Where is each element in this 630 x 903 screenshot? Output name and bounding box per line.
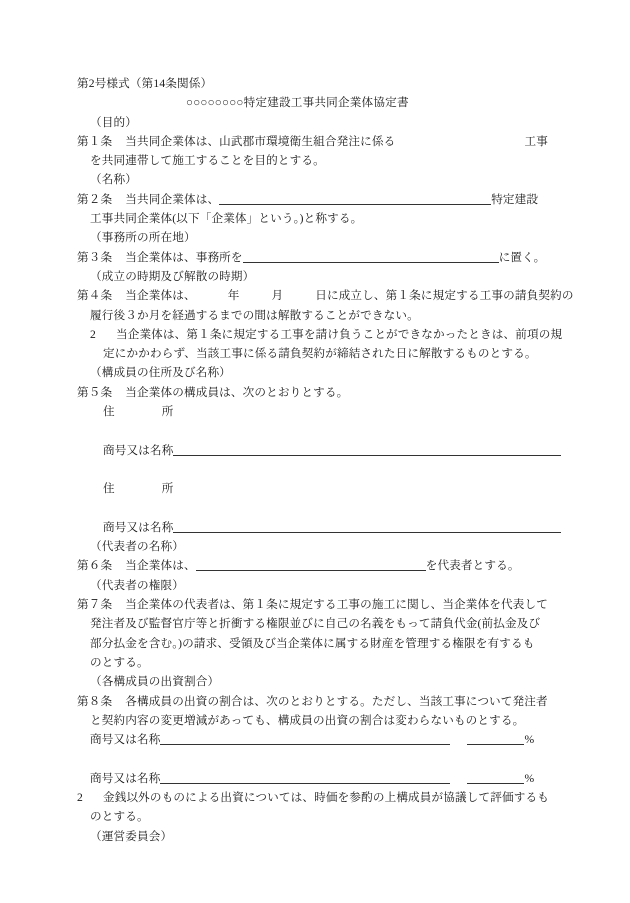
member-1-name-label: 商号又は名称 [103, 443, 174, 457]
article-4-month-label: 月 [271, 289, 284, 303]
article-5-number: 第５条 [77, 385, 113, 399]
form-header: 第2号様式（第14条関係） [77, 77, 213, 90]
article-4-clause-number: 2 [90, 327, 96, 341]
article-3-body-before: 当企業体は、事務所を [125, 250, 243, 264]
article-2-body-after: 特定建設 [491, 192, 539, 206]
article-5-body: 当企業体の構成員は、次のとおりとする。 [125, 385, 349, 399]
share-1-percent-blank[interactable] [467, 732, 524, 745]
heading-formation-dissolution: （成立の時期及び解散の時期） [90, 269, 255, 283]
share-2-row [90, 769, 548, 788]
article-3-number: 第３条 [77, 250, 113, 264]
article-5-line-1 [77, 383, 548, 402]
article-2-continuation: 工事共同企業体(以下「企業体」という。)と称する。 [90, 212, 363, 226]
article-8-clause-text-1: 金銭以外のものによる出資については、時価を参酌の上構成員が協議して評価するも [102, 790, 549, 804]
share-2-name-label: 商号又は名称 [90, 771, 161, 785]
article-1-body: 当共同企業体は、山武郡市環境衛生組合発注に係る [125, 134, 396, 148]
article-4-continuation: 履行後３か月を経過するまでの間は解散することができない。 [90, 308, 419, 322]
article-8-clause-number: 2 [77, 790, 83, 804]
member-2-address-label: 住 所 [103, 482, 174, 496]
member-1-name-row [103, 441, 548, 460]
share-1-name-blank[interactable] [160, 732, 450, 745]
heading-purpose: （目的） [90, 115, 137, 129]
heading-office-location: （事務所の所在地） [90, 231, 196, 245]
article-4-number: 第４条 [77, 289, 113, 303]
article-6-line-1 [77, 556, 548, 575]
article-2-name-blank[interactable] [219, 192, 491, 205]
article-1-continuation: を共同連帯して施工することを目的とする。 [90, 154, 325, 168]
article-1-trailing: 工事 [524, 134, 548, 148]
article-6-representative-blank[interactable] [196, 558, 426, 571]
share-1-name-label: 商号又は名称 [90, 733, 161, 747]
article-8-text-1: 各構成員の出資の割合は、次のとおりとする。ただし、当該工事について発注者 [125, 694, 548, 708]
heading-name: （名称） [90, 173, 137, 187]
member-2-name-blank[interactable] [173, 520, 561, 533]
share-1-row [90, 730, 548, 749]
article-1-line-1 [77, 132, 548, 151]
article-1-text [77, 132, 395, 151]
article-4-clause-2-line-1 [90, 325, 563, 344]
member-2-name-label: 商号又は名称 [103, 520, 174, 534]
member-2-address-blank[interactable] [77, 499, 548, 518]
member-2-name-row [103, 518, 548, 537]
article-8-clause-2-line-1 [77, 788, 548, 807]
share-2-percent-symbol: % [524, 771, 535, 785]
document-title: ○○○○○○○○特定建設工事共同企業体協定書 [186, 96, 409, 110]
article-4-clause-text-1: 当企業体は、第１条に規定する工事を請け負うことができなかったときは、前項の規 [115, 327, 563, 341]
heading-management-committee: （運営委員会） [90, 829, 173, 843]
article-7-line-4: のとする。 [90, 655, 149, 669]
article-4-day-rest: 日に成立し、第１条に規定する工事の請負契約の [315, 289, 574, 303]
heading-representative-authority: （代表者の権限） [90, 578, 184, 592]
article-2-number: 第２条 [77, 192, 113, 206]
article-7-line-3: 部分払金を含む。)の請求、受領及び当企業体に属する財産を管理する権限を有するも [90, 636, 535, 650]
article-7-number: 第７条 [77, 598, 113, 612]
member-1-address-blank[interactable] [77, 421, 548, 440]
article-4-lead: 当企業体は、 [125, 289, 196, 303]
article-4-line-1 [77, 286, 574, 305]
heading-member-address-name: （構成員の住所及び名称） [90, 366, 231, 380]
article-3-line-1 [77, 248, 548, 267]
article-4-clause-2-line-2: 定にかかわらず、当該工事に係る請負契約が締結された日に解散するものとする。 [103, 347, 537, 361]
article-6-number: 第６条 [77, 559, 113, 573]
share-2-percent-blank[interactable] [467, 771, 524, 784]
share-2-name-blank[interactable] [160, 771, 450, 784]
article-2-line-1 [77, 190, 548, 209]
article-8-line-2: と契約内容の変更増減があっても、構成員の出資の割合は変わらないものとする。 [90, 713, 525, 727]
article-1-number: 第１条 [77, 134, 113, 148]
member-1-name-blank[interactable] [173, 443, 561, 456]
article-7-line-1 [77, 595, 548, 614]
member-1-address-label: 住 所 [103, 405, 174, 419]
article-6-body-after: を代表者とする。 [425, 559, 520, 573]
article-3-office-blank[interactable] [243, 250, 499, 263]
heading-contribution-ratio: （各構成員の出資割合） [90, 675, 220, 689]
article-8-clause-2-line-2: のとする。 [90, 810, 149, 824]
article-6-body-before: 当企業体は、 [125, 559, 196, 573]
article-4-year-label: 年 [227, 289, 240, 303]
article-2-body-before: 当共同企業体は、 [125, 192, 220, 206]
heading-representative-name: （代表者の名称） [90, 540, 184, 554]
article-8-line-1 [77, 692, 548, 711]
article-7-line-2: 発注者及び監督官庁等と折衝する権限並びに自己の名義をもって請負代金(前払金及び [90, 617, 541, 631]
article-8-number: 第８条 [77, 694, 113, 708]
article-7-text-1: 当企業体の代表者は、第１条に規定する工事の施工に関し、当企業体を代表して [125, 598, 549, 612]
article-3-body-after: に置く。 [498, 250, 546, 264]
share-1-percent-symbol: % [524, 733, 535, 747]
